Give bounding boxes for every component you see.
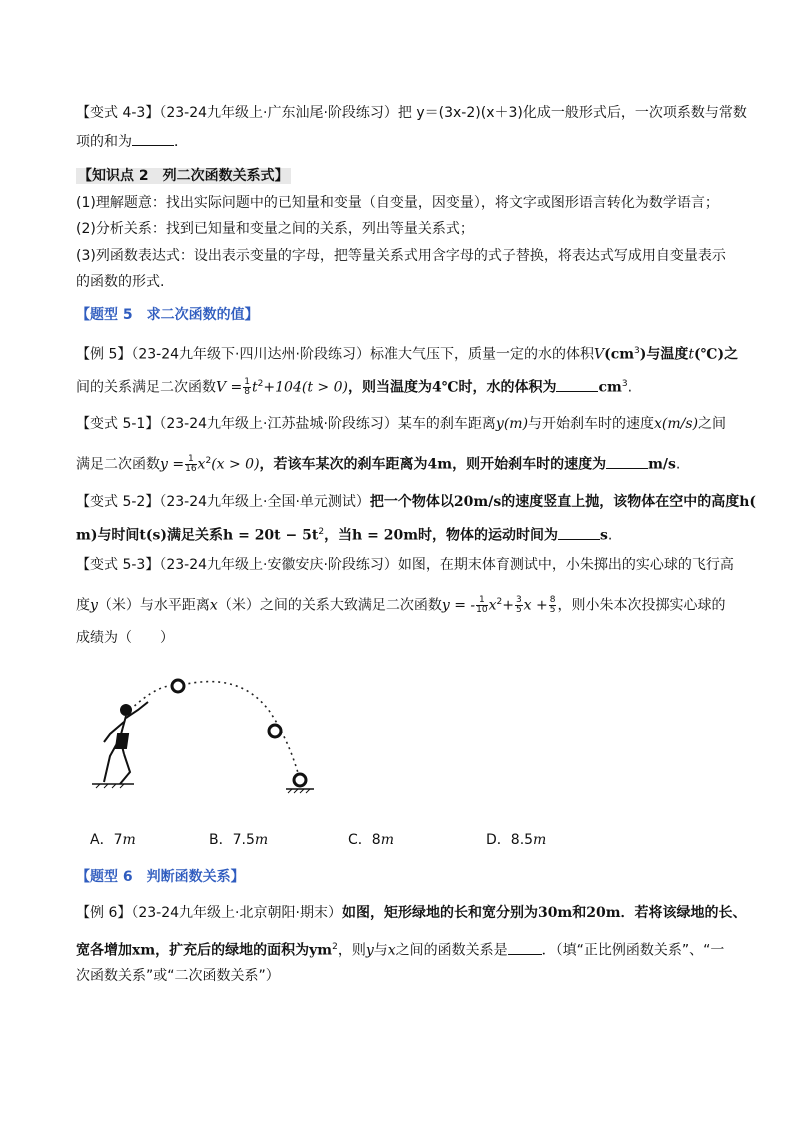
variant-5-3-line2: 度y（米）与水平距离x（米）之间的关系大致满足二次函数y = - $\frac{1}{10}$ $x^2+$ $\frac{3}{5}$ x + $\frac{8}{5}$ ，则小朱本次投掷实心球的 — [76, 595, 726, 616]
source: （23-24九年级下·四川达州·阶段练习） — [131, 346, 370, 363]
fraction: $\frac{8}{5}$ — [549, 595, 556, 616]
question-text: （米）之间的关系大致满足二次函数 — [217, 597, 442, 614]
source: （23-24九年级上·全国·单元测试） — [159, 494, 370, 510]
choice-c[interactable]: C．8m — [348, 832, 394, 848]
question-text: 项的和为 — [76, 134, 132, 150]
text: )与温度 — [639, 346, 689, 363]
fraction: $\frac{1}{8}$ — [244, 377, 251, 398]
period: ． — [174, 134, 188, 150]
kp-line-3: (3)列函数表达式：设出表示变量的字母，把等量关系式用含字母的式子替换，将表达式写成用自变量表示 — [76, 248, 726, 264]
example-tag: 【例 6】 — [76, 905, 132, 921]
var-x: x(m/s) — [654, 416, 699, 432]
question-text: 标准大气压下，质量一定的水的体积 — [369, 346, 594, 363]
example-6-line3: 次函数关系”或“二次函数关系”） — [76, 968, 280, 984]
example-5: 【例 5】（23-24九年级下·四川达州·阶段练习）标准大气压下，质量一定的水的体积$V(cm^3)$与温度t(℃)之 — [76, 346, 739, 363]
source: （23-24九年级上·广东汕尾·阶段练习） — [159, 105, 398, 121]
question-text: ，则小朱本次投掷实心球的 — [557, 597, 726, 614]
question-text: 之间 — [698, 416, 727, 432]
choice-b[interactable]: B．7.5m — [209, 832, 269, 848]
formula-t: t — [252, 379, 258, 396]
fraction: $\frac{1}{16}$ — [185, 454, 197, 475]
question-text: m)与时间t(s)满足关系h = 20t − 5t — [76, 527, 319, 544]
answer-blank[interactable] — [558, 525, 600, 540]
question-text: 度 — [76, 597, 90, 614]
var-x: x — [209, 597, 218, 614]
answer-blank[interactable] — [508, 940, 542, 955]
var-y: y — [365, 942, 374, 959]
question-text: 把 y＝(3x-2)(x＋3)化成一般形式后，一次项系数与常数 — [397, 105, 747, 121]
example-6-line2: 宽各增加xm，扩充后的绿地的面积为$ym^2$，则y与x之间的函数关系是 ．（填“正比例函数关系”、“一 — [76, 937, 718, 962]
question-text: 之间的函数关系是 — [395, 942, 508, 959]
example-6 — [76, 903, 747, 924]
question-text: ，当h = 20m时，物体的运动时间为 — [324, 527, 559, 544]
question-text: 把一个物体以20m/s的速度竖直上抛，该物体在空中的高度h( — [369, 494, 757, 510]
question-text: 与开始刹车时的速度 — [528, 416, 655, 432]
question-text: 与 — [373, 942, 388, 959]
unit-cm3: cm — [598, 379, 622, 396]
variant-5-1-line2: 满足二次函数y = $\frac{1}{16}$ $x^2(x > 0)$，若该车某次的刹车距离为4m，则开始刹车时的速度为 m/s. — [76, 454, 681, 475]
kp-line-3b: 的函数的形式. — [76, 274, 165, 290]
question-text: 某车的刹车距离 — [397, 416, 496, 432]
ball-mid — [269, 725, 281, 737]
unit: m/s — [648, 456, 676, 473]
variant-tag: 【变式 5-1】 — [76, 416, 160, 432]
source: （23-24九年级上·安徽安庆·阶段练习） — [159, 557, 398, 573]
knowledge-point-2 — [76, 166, 718, 187]
choice-d[interactable]: D．8.5m — [486, 832, 547, 848]
formula-term: x — [488, 597, 497, 614]
question-text: ．（填“正比例函数关系”、“一 — [541, 942, 725, 959]
ball-landing — [294, 774, 306, 786]
question-text: ，若该车某次的刹车距离为4m，则开始刹车时的速度为 — [259, 456, 607, 473]
example-tag: 【例 5】 — [76, 346, 132, 363]
period: . — [627, 379, 633, 396]
period: . — [675, 456, 681, 473]
type-6-title: 【题型 6 判断函数关系】 — [76, 869, 245, 885]
ball-top — [172, 680, 184, 692]
variant-5-2 — [76, 492, 757, 513]
variant-4-3-line2 — [76, 131, 718, 153]
shot-put-figure — [90, 672, 330, 802]
var-t: t — [688, 346, 695, 363]
source: （23-24九年级上·北京朝阳·期末） — [131, 905, 342, 921]
source: （23-24九年级上·江苏盐城·阶段练习） — [159, 416, 398, 432]
unit-cm: (cm — [604, 346, 635, 363]
answer-blank[interactable] — [606, 454, 648, 469]
choice-a[interactable]: A．7m — [90, 832, 136, 848]
unit-celsius: (℃)之 — [694, 346, 739, 363]
variant-5-2-line2: m)与时间t(s)满足关系$h = 20t - 5t^2$，当h = 20m时，物体的运动时间为 s. — [76, 522, 718, 547]
athlete-figure — [92, 702, 148, 788]
period: . — [607, 527, 613, 544]
variant-5-3-line3: 成绩为（ ） — [76, 630, 174, 646]
formula-plus: + — [502, 597, 514, 614]
formula-lhs: y = — [160, 456, 185, 473]
question-text: 间的关系满足二次函数 — [76, 379, 216, 396]
question-text: 如图，在期末体育测试中，小朱掷出的实心球的飞行高 — [397, 557, 734, 573]
question-text: （米）与水平距离 — [97, 597, 210, 614]
formula-x: x — [197, 456, 206, 473]
var-x: x — [387, 942, 396, 959]
formula-lhs: V = — [216, 379, 243, 396]
formula-lhs: y = - — [441, 597, 476, 614]
question-text: ，则 — [337, 942, 366, 959]
question-text: 满足二次函数 — [76, 456, 160, 473]
type-5-title: 【题型 5 求二次函数的值】 — [76, 307, 259, 323]
variant-4-3 — [76, 103, 747, 124]
example-5-line2: 间的关系满足二次函数V = $\frac{1}{8}$ $t^2+104(t > 0)$，则当温度为4℃时，水的体积为 $cm^3$. — [76, 377, 633, 398]
answer-blank[interactable] — [556, 377, 598, 392]
variant-tag: 【变式 4-3】 — [76, 105, 160, 121]
fraction: $\frac{1}{10}$ — [476, 595, 488, 616]
kp-line-2: (2)分析关系：找到已知量和变量之间的关系，列出等量关系式； — [76, 221, 474, 237]
variant-tag: 【变式 5-2】 — [76, 494, 160, 510]
var-y: y(m) — [495, 416, 529, 432]
knowledge-point-title: 【知识点 2 列二次函数关系式】 — [78, 168, 289, 184]
variant-5-1 — [76, 414, 727, 435]
formula-tail: +104(t > 0) — [263, 379, 348, 396]
kp-line-1: (1)理解题意：找出实际问题中的已知量和变量（自变量，因变量），将文字或图形语言转化为数学语言； — [76, 195, 719, 211]
question-text: ，则当温度为4℃时，水的体积为 — [347, 379, 557, 396]
variant-5-3 — [76, 555, 734, 576]
unit: s — [600, 527, 608, 544]
question-text: 宽各增加xm，扩充后的绿地的面积为ym — [76, 942, 333, 959]
fraction: $\frac{3}{5}$ — [515, 595, 522, 616]
variant-tag: 【变式 5-3】 — [76, 557, 160, 573]
var-y: y — [90, 597, 98, 614]
question-text: 如图，矩形绿地的长和宽分别为30m和20m．若将该绿地的长、 — [341, 905, 747, 921]
answer-blank[interactable] — [132, 131, 174, 146]
formula-cond: (x > 0) — [211, 456, 260, 473]
var-V: V — [593, 346, 605, 363]
formula-term: x + — [523, 597, 548, 614]
